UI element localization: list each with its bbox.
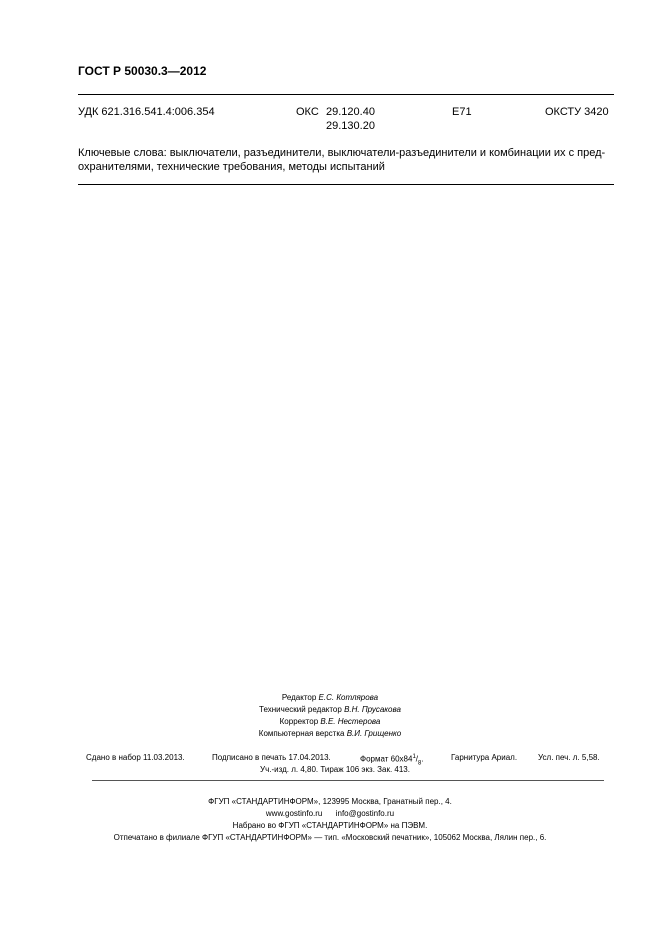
header-rule [78, 94, 614, 95]
publisher-typeset: Набрано во ФГУП «СТАНДАРТИНФОРМ» на ПЭВМ. [232, 821, 428, 830]
imprint-rule [92, 780, 604, 781]
oks-code-1: 29.120.40 [326, 106, 375, 118]
oks-code-2: 29.130.20 [326, 120, 375, 132]
publisher-site: www.gostinfo.ru [265, 809, 323, 818]
publisher-block [60, 796, 600, 844]
credit-editor: Редактор Е.С. Котлярова [281, 693, 379, 702]
publisher-printed: Отпечатано в филиале ФГУП «СТАНДАРТИНФОРМ» — тип. «Московский печатник», 105062 Москва, Лялин пер., 6. [113, 833, 547, 842]
keywords-line-1: Ключевые слова: выключатели, разъединители, выключатели-разъединители и комбинации их с пред- [78, 147, 606, 159]
credit-layout: Компьютерная верстка В.И. Грищенко [258, 729, 402, 738]
credit-tech-editor: Технический редактор В.Н. Прусакова [259, 705, 401, 714]
keywords [78, 146, 614, 174]
okstu-code: ОКСТУ 3420 [545, 106, 609, 118]
credit-proofreader: Корректор В.Е. Нестерова [279, 717, 381, 726]
publisher-contacts [60, 808, 600, 820]
imprint-usl: Усл. печ. л. 5,58. [538, 753, 600, 762]
imprint-format: Формат $60x84^1/_8$. [360, 754, 424, 767]
credits-block [220, 692, 440, 740]
imprint-sdano: Сдано в набор 11.03.2013. [86, 753, 185, 762]
imprint-garnitura: Гарнитура Ариал. [451, 753, 518, 762]
publisher-email: info@gostinfo.ru [335, 809, 395, 818]
imprint-podpisano: Подписано в печать 17.04.2013. [212, 753, 331, 762]
oks-label: ОКС [296, 106, 319, 118]
e-code: Е71 [452, 106, 472, 118]
udk-code: УДК 621.316.541.4:006.354 [78, 106, 215, 118]
keywords-rule [78, 184, 614, 185]
publisher-address: ФГУП «СТАНДАРТИНФОРМ», 123995 Москва, Гранатный пер., 4. [208, 797, 452, 806]
keywords-line-2: охранителями, технические требования, методы испытаний [78, 161, 385, 173]
document-code: ГОСТ Р 50030.3—2012 [78, 64, 207, 78]
imprint-line-2: Уч.-изд. л. 4,80. Тираж 106 экз. Зак. 413. [260, 765, 410, 774]
